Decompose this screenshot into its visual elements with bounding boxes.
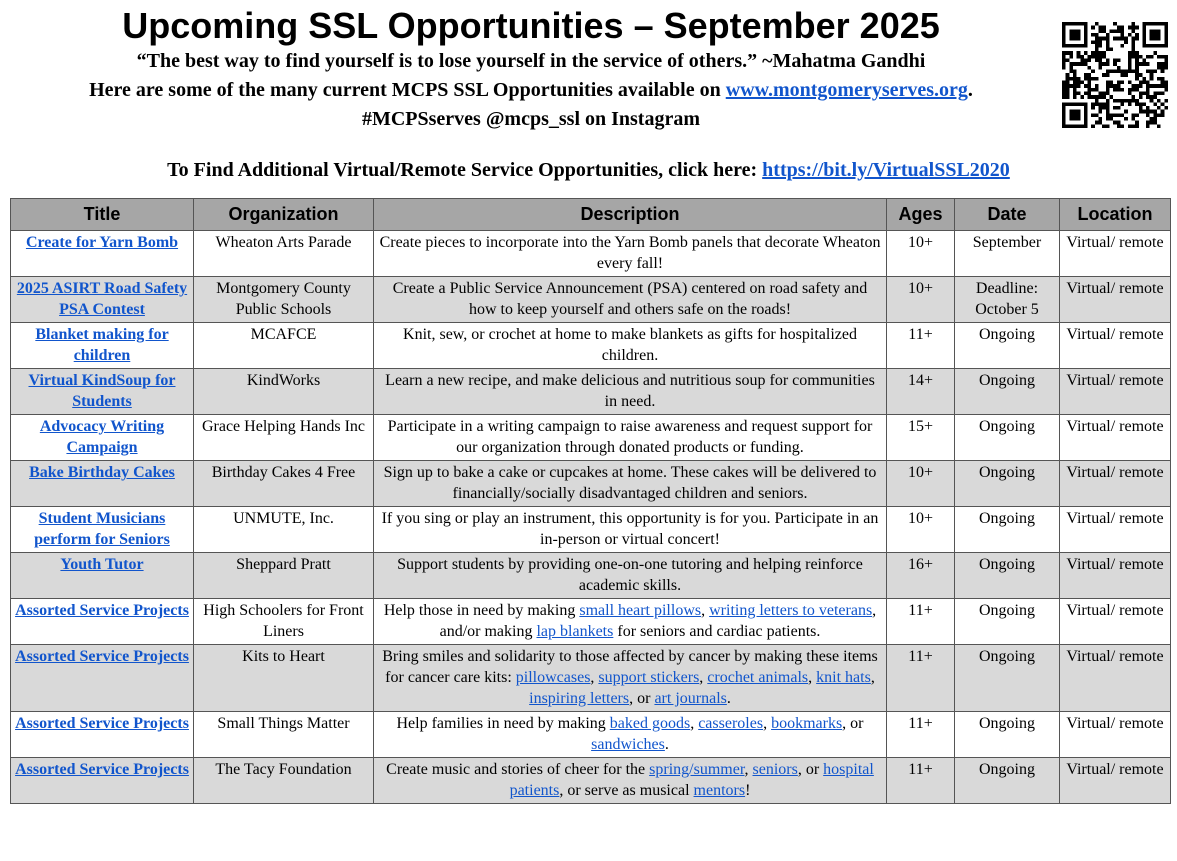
ages-cell: 11+ (887, 645, 955, 712)
organization-cell: Birthday Cakes 4 Free (194, 461, 374, 507)
description-text: , (690, 715, 699, 732)
table-row (11, 599, 1171, 645)
montgomeryserves-link[interactable]: www.montgomeryserves.org (725, 79, 968, 101)
description-link[interactable]: lap blankets (536, 623, 614, 640)
organization-cell: UNMUTE, Inc. (194, 507, 374, 553)
description-text: Help those in need by making (383, 602, 580, 619)
organization-cell: MCAFCE (194, 323, 374, 369)
gandhi-quote: “The best way to find yourself is to lose yourself in the service of others.” ~Mahatma Gandhi (136, 50, 926, 72)
description-cell (374, 645, 887, 712)
table-row (11, 553, 1171, 599)
title-cell (11, 323, 194, 369)
date-cell: Ongoing (955, 712, 1060, 758)
description-link[interactable]: hospital patients (509, 761, 874, 799)
description-cell (374, 599, 887, 645)
table-row (11, 415, 1171, 461)
description-link[interactable]: mentors (693, 782, 746, 799)
ages-cell: 10+ (887, 507, 955, 553)
description-cell: Create a Public Service Announcement (PSA) centered on road safety and how to keep yourself and others safe on the roads! (374, 277, 887, 323)
description-text: , (699, 669, 708, 686)
organization-cell: Sheppard Pratt (194, 553, 374, 599)
location-cell: Virtual/ remote (1060, 645, 1171, 712)
title-cell (11, 758, 194, 804)
intro-period: . (967, 79, 973, 101)
ages-cell: 11+ (887, 323, 955, 369)
title-cell (11, 645, 194, 712)
organization-cell: Grace Helping Hands Inc (194, 415, 374, 461)
opportunity-title-link[interactable]: Virtual KindSoup for Students (28, 372, 176, 410)
description-link[interactable]: art journals (654, 690, 727, 707)
opportunity-title-link[interactable]: Student Musicians perform for Seniors (34, 510, 170, 548)
opportunity-title-link[interactable]: Assorted Service Projects (15, 602, 189, 619)
location-cell: Virtual/ remote (1060, 323, 1171, 369)
location-cell: Virtual/ remote (1060, 461, 1171, 507)
table-row (11, 277, 1171, 323)
ages-cell: 16+ (887, 553, 955, 599)
description-link[interactable]: baked goods (609, 715, 691, 732)
organization-cell: High Schoolers for Front Liners (194, 599, 374, 645)
description-text: . (664, 736, 669, 753)
title-cell (11, 553, 194, 599)
description-link[interactable]: spring/summer (649, 761, 745, 778)
title-cell (11, 712, 194, 758)
description-cell: Participate in a writing campaign to raise awareness and request support for our organization through donated products or funding. (374, 415, 887, 461)
opportunities-table (10, 198, 1171, 804)
title-cell (11, 507, 194, 553)
description-cell: Create pieces to incorporate into the Yarn Bomb panels that decorate Wheaton every fall! (374, 231, 887, 277)
intro-line (0, 77, 1062, 103)
date-cell: Ongoing (955, 553, 1060, 599)
description-link[interactable]: seniors (752, 761, 798, 778)
description-link[interactable]: crochet animals (707, 669, 809, 686)
description-text: , or (629, 690, 655, 707)
ages-cell: 11+ (887, 758, 955, 804)
organization-cell: Montgomery County Public Schools (194, 277, 374, 323)
organization-cell: Wheaton Arts Parade (194, 231, 374, 277)
description-cell: Support students by providing one-on-one tutoring and helping reinforce academic skills. (374, 553, 887, 599)
location-cell: Virtual/ remote (1060, 415, 1171, 461)
table-row (11, 369, 1171, 415)
column-header-location: Location (1060, 199, 1171, 231)
description-text: Bring smiles and solidarity to those affected by cancer by making these items for cancer care kits: (382, 648, 878, 686)
organization-cell: KindWorks (194, 369, 374, 415)
table-header-row (11, 199, 1171, 231)
description-cell (374, 758, 887, 804)
date-cell: Ongoing (955, 758, 1060, 804)
description-text: , (808, 669, 817, 686)
column-header-ages: Ages (887, 199, 955, 231)
date-cell: Ongoing (955, 645, 1060, 712)
organization-cell: The Tacy Foundation (194, 758, 374, 804)
table-row (11, 758, 1171, 804)
opportunity-title-link[interactable]: Youth Tutor (60, 556, 144, 573)
opportunity-title-link[interactable]: Assorted Service Projects (15, 648, 189, 665)
table-row (11, 712, 1171, 758)
description-text: ! (745, 782, 751, 799)
location-cell: Virtual/ remote (1060, 369, 1171, 415)
description-text: , (701, 602, 710, 619)
description-cell: Knit, sew, or crochet at home to make blankets as gifts for hospitalized children. (374, 323, 887, 369)
ages-cell: 11+ (887, 712, 955, 758)
social-handles: #MCPSserves @mcps_ssl on Instagram (361, 108, 701, 130)
description-link[interactable]: writing letters to veterans (709, 602, 873, 619)
column-header-organization: Organization (194, 199, 374, 231)
description-text: Create music and stories of cheer for the (386, 761, 650, 778)
date-cell: Ongoing (955, 507, 1060, 553)
table-row (11, 231, 1171, 277)
intro-text: Here are some of the many current MCPS SSL Opportunities available on (89, 79, 726, 101)
description-text: , and/or making (439, 602, 877, 640)
description-text: , (763, 715, 772, 732)
description-link[interactable]: pillowcases (515, 669, 591, 686)
description-text: , or (797, 761, 824, 778)
opportunity-title-link[interactable]: 2025 ASIRT Road Safety PSA Contest (16, 280, 188, 318)
ages-cell: 10+ (887, 277, 955, 323)
table-row (11, 461, 1171, 507)
ages-cell: 10+ (887, 231, 955, 277)
description-text: , (590, 669, 599, 686)
description-text: for seniors and cardiac patients. (613, 623, 821, 640)
ages-cell: 10+ (887, 461, 955, 507)
column-header-date: Date (955, 199, 1060, 231)
description-cell: If you sing or play an instrument, this opportunity is for you. Participate in an in-person or virtual concert! (374, 507, 887, 553)
title-cell (11, 599, 194, 645)
description-link[interactable]: bookmarks (771, 715, 843, 732)
opportunity-title-link[interactable]: Assorted Service Projects (15, 715, 189, 732)
organization-cell: Small Things Matter (194, 712, 374, 758)
title-cell (11, 369, 194, 415)
location-cell: Virtual/ remote (1060, 712, 1171, 758)
description-text: . (726, 690, 731, 707)
ages-cell: 11+ (887, 599, 955, 645)
opportunity-title-link[interactable]: Assorted Service Projects (15, 761, 189, 778)
description-link[interactable]: small heart pillows (579, 602, 702, 619)
title-cell (11, 461, 194, 507)
description-text: Help families in need by making (396, 715, 610, 732)
opportunity-title-link[interactable]: Advocacy Writing Campaign (39, 418, 165, 456)
description-link[interactable]: support stickers (598, 669, 700, 686)
date-cell: Ongoing (955, 369, 1060, 415)
description-cell: Learn a new recipe, and make delicious and nutritious soup for communities in need. (374, 369, 887, 415)
description-link[interactable]: casseroles (698, 715, 764, 732)
qr-code-icon[interactable] (1062, 22, 1168, 128)
page-title: Upcoming SSL Opportunities – September 2025 (122, 5, 940, 46)
description-link[interactable]: inspiring letters (529, 690, 630, 707)
virtual-text: To Find Additional Virtual/Remote Service Opportunities, click here: (167, 159, 763, 181)
date-cell: Ongoing (955, 599, 1060, 645)
date-cell: Ongoing (955, 323, 1060, 369)
description-text: , or (842, 715, 864, 732)
column-header-description: Description (374, 199, 887, 231)
description-text: , (744, 761, 753, 778)
title-cell (11, 231, 194, 277)
virtual-line (0, 157, 1177, 183)
table-row (11, 323, 1171, 369)
description-link[interactable]: sandwiches (591, 736, 665, 753)
location-cell: Virtual/ remote (1060, 758, 1171, 804)
opportunity-title-link[interactable]: Blanket making for children (35, 326, 169, 364)
location-cell: Virtual/ remote (1060, 553, 1171, 599)
date-cell: September (955, 231, 1060, 277)
date-cell: Ongoing (955, 415, 1060, 461)
table-row (11, 507, 1171, 553)
virtual-ssl-link[interactable]: https://bit.ly/VirtualSSL2020 (762, 159, 1010, 181)
ages-cell: 14+ (887, 369, 955, 415)
date-cell: Deadline: October 5 (955, 277, 1060, 323)
location-cell: Virtual/ remote (1060, 599, 1171, 645)
description-cell: Sign up to bake a cake or cupcakes at home. These cakes will be delivered to financially/socially disadvantaged children and seniors. (374, 461, 887, 507)
description-text: , or serve as musical (559, 782, 694, 799)
organization-cell: Kits to Heart (194, 645, 374, 712)
title-cell (11, 277, 194, 323)
ages-cell: 15+ (887, 415, 955, 461)
opportunity-title-link[interactable]: Create for Yarn Bomb (25, 234, 179, 251)
description-cell (374, 712, 887, 758)
table-row (11, 645, 1171, 712)
column-header-title: Title (11, 199, 194, 231)
opportunity-title-link[interactable]: Bake Birthday Cakes (29, 464, 175, 481)
description-link[interactable]: knit hats (816, 669, 871, 686)
date-cell: Ongoing (955, 461, 1060, 507)
location-cell: Virtual/ remote (1060, 277, 1171, 323)
description-text: , (870, 669, 875, 686)
location-cell: Virtual/ remote (1060, 231, 1171, 277)
location-cell: Virtual/ remote (1060, 507, 1171, 553)
title-cell (11, 415, 194, 461)
